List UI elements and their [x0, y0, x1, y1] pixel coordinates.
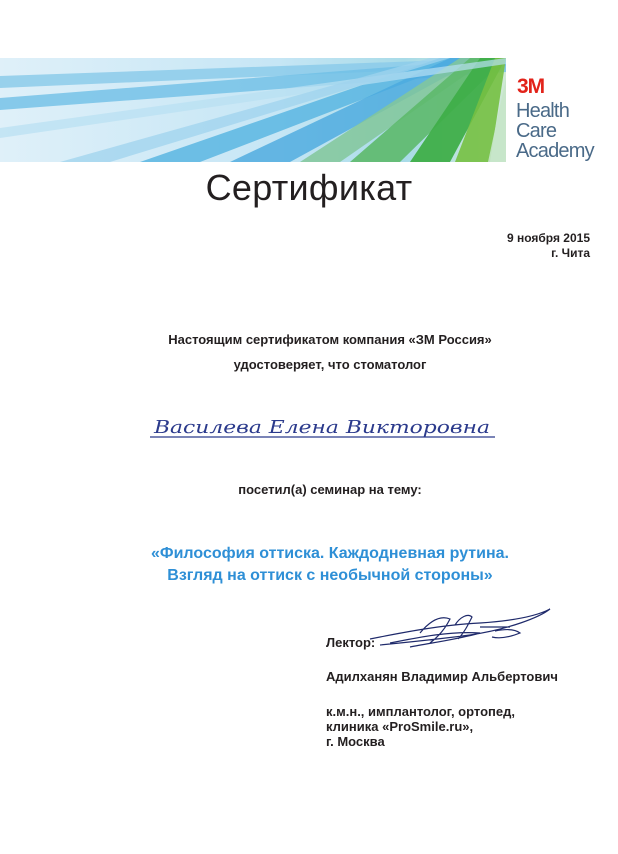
lecturer-info [326, 704, 515, 749]
lecturer-signature [360, 603, 560, 653]
decorative-banner [0, 58, 506, 162]
recipient-name-handwritten [150, 405, 500, 445]
seminar-title-line-2: Взгляд на оттиск с необычной стороны» [167, 567, 493, 584]
seminar-title [0, 543, 618, 587]
academy-line-2: Care [516, 120, 557, 142]
brand-logo: 3M [517, 75, 545, 98]
certificate-title: Сертификат [205, 167, 413, 208]
lecturer-info-line-1: к.м.н., имплантолог, ортопед, [326, 704, 515, 719]
lecturer-info-line-2: клиника «ProSmile.ru», [326, 719, 474, 734]
academy-line-1: Health [516, 100, 570, 122]
seminar-title-line-1: «Философия оттиска. Каждодневная рутина. [151, 545, 509, 562]
seminar-intro: посетил(а) семинар на тему: [238, 482, 422, 497]
lecturer-info-line-3: г. Москва [326, 734, 385, 749]
intro-line-1: Настоящим сертификатом компания «ЗМ Россия» [168, 332, 492, 347]
date-location [507, 231, 590, 261]
intro-line-2: удостоверяет, что стоматолог [233, 357, 427, 372]
certificate-city: г. Чита [551, 246, 590, 260]
lecturer-label: Лектор: [326, 635, 376, 650]
certificate-date: 9 ноября 2015 [506, 231, 590, 245]
lecturer-name: Адилханян Владимир Альбертович [326, 669, 558, 684]
recipient-name-text: Василева Елена Викторовна [152, 417, 491, 438]
academy-line-3: Academy [516, 140, 594, 162]
